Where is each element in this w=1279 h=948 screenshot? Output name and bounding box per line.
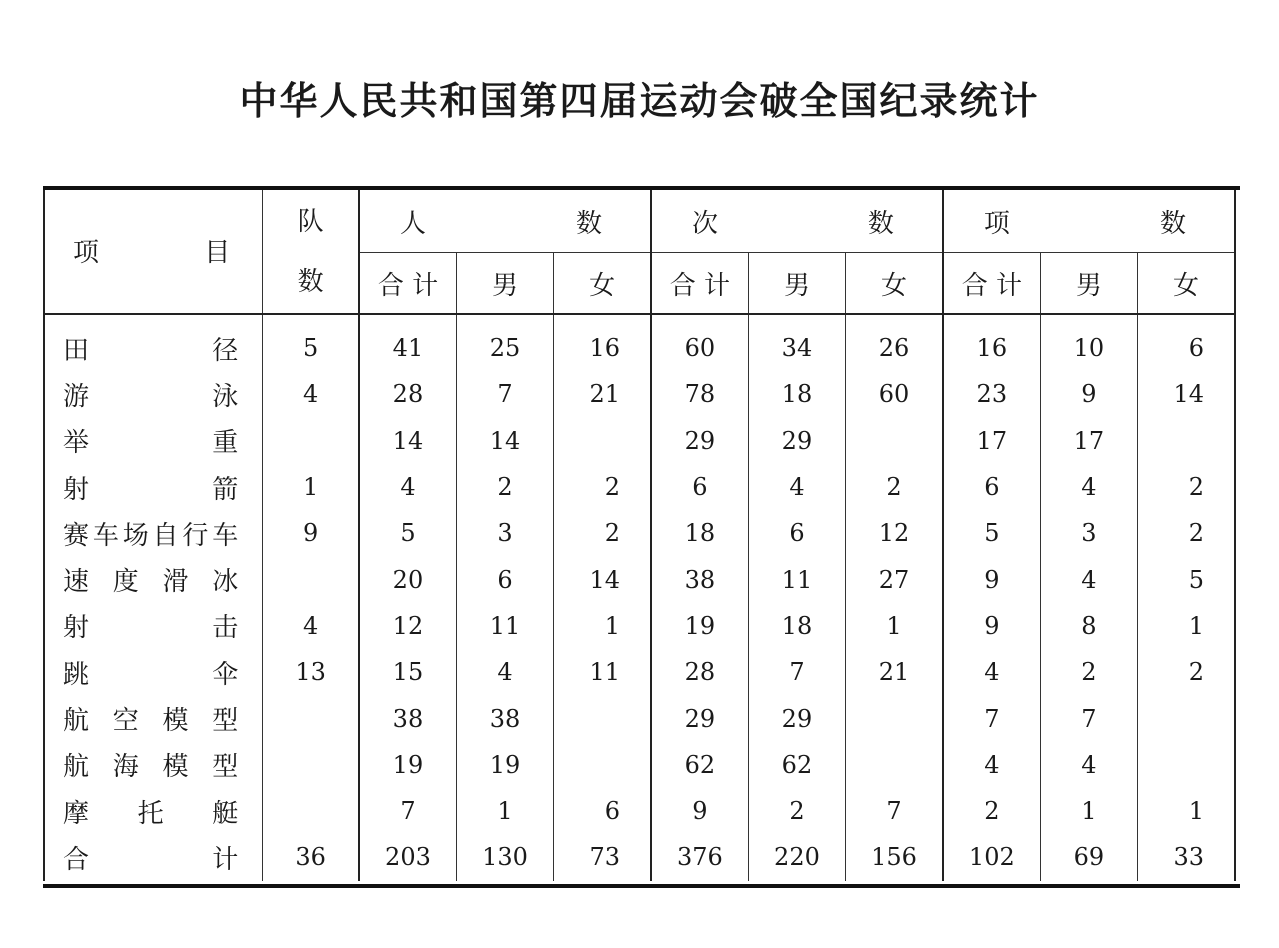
sport-name-cell: 航空模型 bbox=[63, 706, 239, 737]
header-group-people-a: 人 bbox=[400, 208, 427, 239]
people-total-cell: 38 bbox=[359, 695, 456, 741]
events-female-cell: 2 bbox=[1138, 510, 1235, 556]
people-female-cell: 11 bbox=[554, 649, 651, 695]
people-female-cell bbox=[554, 418, 651, 464]
team-count-cell: 4 bbox=[263, 371, 359, 417]
events-male-cell: 10 bbox=[1040, 314, 1137, 371]
events-female-cell: 2 bbox=[1138, 464, 1235, 510]
events-male-cell: 9 bbox=[1040, 371, 1137, 417]
subheader-people-female: 女 bbox=[554, 253, 651, 315]
header-group-times-b: 数 bbox=[867, 208, 894, 239]
times-female-cell: 21 bbox=[846, 649, 943, 695]
times-male-cell: 220 bbox=[748, 834, 845, 880]
table-row bbox=[44, 834, 1235, 880]
records-table bbox=[43, 190, 1236, 881]
times-male-cell: 29 bbox=[748, 418, 845, 464]
events-male-cell: 7 bbox=[1040, 695, 1137, 741]
times-total-cell: 29 bbox=[651, 418, 748, 464]
times-female-cell: 26 bbox=[846, 314, 943, 371]
times-total-cell: 29 bbox=[651, 695, 748, 741]
people-female-cell: 16 bbox=[554, 314, 651, 371]
table-row bbox=[44, 418, 1235, 464]
team-count-cell: 13 bbox=[263, 649, 359, 695]
people-total-cell: 7 bbox=[359, 788, 456, 834]
sport-name-cell: 合计 bbox=[63, 844, 239, 875]
people-female-cell: 2 bbox=[554, 510, 651, 556]
times-male-cell: 7 bbox=[748, 649, 845, 695]
times-male-cell: 29 bbox=[748, 695, 845, 741]
people-male-cell: 11 bbox=[456, 603, 553, 649]
people-female-cell: 2 bbox=[554, 464, 651, 510]
people-total-cell: 41 bbox=[359, 314, 456, 371]
people-male-cell: 25 bbox=[456, 314, 553, 371]
header-group-times bbox=[651, 190, 943, 253]
people-female-cell: 14 bbox=[554, 556, 651, 602]
table-row bbox=[44, 371, 1235, 417]
events-male-cell: 3 bbox=[1040, 510, 1137, 556]
events-female-cell bbox=[1138, 742, 1235, 788]
subheader-events-female: 女 bbox=[1138, 253, 1235, 315]
events-female-cell: 1 bbox=[1138, 603, 1235, 649]
times-male-cell: 6 bbox=[748, 510, 845, 556]
subheader-times-male: 男 bbox=[748, 253, 845, 315]
table-row bbox=[44, 649, 1235, 695]
team-count-cell bbox=[263, 556, 359, 602]
team-count-cell: 4 bbox=[263, 603, 359, 649]
times-male-cell: 34 bbox=[748, 314, 845, 371]
times-total-cell: 19 bbox=[651, 603, 748, 649]
events-female-cell: 5 bbox=[1138, 556, 1235, 602]
times-female-cell: 7 bbox=[846, 788, 943, 834]
people-total-cell: 19 bbox=[359, 742, 456, 788]
times-female-cell: 2 bbox=[846, 464, 943, 510]
events-total-cell: 102 bbox=[943, 834, 1040, 880]
events-female-cell bbox=[1138, 418, 1235, 464]
events-total-cell: 5 bbox=[943, 510, 1040, 556]
people-male-cell: 130 bbox=[456, 834, 553, 880]
table-row bbox=[44, 603, 1235, 649]
sport-name-cell: 举重 bbox=[63, 428, 239, 459]
table-row bbox=[44, 510, 1235, 556]
subheader-times-female: 女 bbox=[846, 253, 943, 315]
events-total-cell: 9 bbox=[943, 603, 1040, 649]
people-female-cell bbox=[554, 742, 651, 788]
sport-name-cell: 赛车场自行车 bbox=[63, 520, 239, 551]
events-female-cell: 14 bbox=[1138, 371, 1235, 417]
sport-name-cell: 速度滑冰 bbox=[63, 567, 239, 598]
events-male-cell: 4 bbox=[1040, 556, 1137, 602]
events-male-cell: 69 bbox=[1040, 834, 1137, 880]
events-total-cell: 17 bbox=[943, 418, 1040, 464]
events-male-cell: 4 bbox=[1040, 742, 1137, 788]
times-female-cell bbox=[846, 418, 943, 464]
events-male-cell: 8 bbox=[1040, 603, 1137, 649]
table-row bbox=[44, 742, 1235, 788]
times-female-cell: 60 bbox=[846, 371, 943, 417]
events-male-cell: 2 bbox=[1040, 649, 1137, 695]
records-table-frame bbox=[43, 186, 1240, 888]
subheader-events-male: 男 bbox=[1040, 253, 1137, 315]
events-total-cell: 9 bbox=[943, 556, 1040, 602]
events-total-cell: 4 bbox=[943, 742, 1040, 788]
times-total-cell: 78 bbox=[651, 371, 748, 417]
sport-name-cell: 射箭 bbox=[63, 474, 239, 505]
team-count-cell: 1 bbox=[263, 464, 359, 510]
times-male-cell: 18 bbox=[748, 371, 845, 417]
subheader-times-total: 合 计 bbox=[651, 253, 748, 315]
people-male-cell: 2 bbox=[456, 464, 553, 510]
page-title: 中华人民共和国第四届运动会破全国纪录统计 bbox=[239, 79, 1040, 123]
people-female-cell: 21 bbox=[554, 371, 651, 417]
people-total-cell: 203 bbox=[359, 834, 456, 880]
header-group-people-b: 数 bbox=[575, 208, 602, 239]
times-total-cell: 62 bbox=[651, 742, 748, 788]
events-male-cell: 4 bbox=[1040, 464, 1137, 510]
table-row bbox=[44, 556, 1235, 602]
header-item bbox=[44, 190, 263, 314]
people-female-cell: 6 bbox=[554, 788, 651, 834]
times-total-cell: 376 bbox=[651, 834, 748, 880]
team-count-cell: 5 bbox=[263, 314, 359, 371]
people-male-cell: 3 bbox=[456, 510, 553, 556]
header-group-people bbox=[359, 190, 651, 253]
events-female-cell bbox=[1138, 695, 1235, 741]
header-group-times-a: 次 bbox=[691, 208, 718, 239]
times-male-cell: 62 bbox=[748, 742, 845, 788]
events-total-cell: 6 bbox=[943, 464, 1040, 510]
team-count-cell: 36 bbox=[263, 834, 359, 880]
table-body bbox=[44, 314, 1235, 881]
events-male-cell: 1 bbox=[1040, 788, 1137, 834]
header-team-count bbox=[263, 190, 359, 314]
team-count-cell bbox=[263, 742, 359, 788]
events-male-cell: 17 bbox=[1040, 418, 1137, 464]
subheader-events-total: 合 计 bbox=[943, 253, 1040, 315]
sport-name-cell: 跳伞 bbox=[63, 659, 239, 690]
table-row bbox=[44, 695, 1235, 741]
people-male-cell: 38 bbox=[456, 695, 553, 741]
people-male-cell: 14 bbox=[456, 418, 553, 464]
people-total-cell: 14 bbox=[359, 418, 456, 464]
table-row bbox=[44, 788, 1235, 834]
times-female-cell: 27 bbox=[846, 556, 943, 602]
times-male-cell: 2 bbox=[748, 788, 845, 834]
times-total-cell: 60 bbox=[651, 314, 748, 371]
header-item-left: 项 bbox=[73, 238, 100, 268]
times-female-cell: 156 bbox=[846, 834, 943, 880]
people-female-cell bbox=[554, 695, 651, 741]
header-team-top: 队 bbox=[297, 206, 324, 237]
sport-name-cell: 射击 bbox=[63, 613, 239, 644]
sport-name-cell: 摩托艇 bbox=[63, 798, 239, 829]
times-total-cell: 6 bbox=[651, 464, 748, 510]
times-total-cell: 9 bbox=[651, 788, 748, 834]
team-count-cell bbox=[263, 418, 359, 464]
events-total-cell: 2 bbox=[943, 788, 1040, 834]
team-count-cell bbox=[263, 695, 359, 741]
people-total-cell: 12 bbox=[359, 603, 456, 649]
times-female-cell: 12 bbox=[846, 510, 943, 556]
people-total-cell: 15 bbox=[359, 649, 456, 695]
people-total-cell: 4 bbox=[359, 464, 456, 510]
times-total-cell: 38 bbox=[651, 556, 748, 602]
header-team-bottom: 数 bbox=[297, 266, 324, 297]
events-female-cell: 6 bbox=[1138, 314, 1235, 371]
people-male-cell: 6 bbox=[456, 556, 553, 602]
people-male-cell: 1 bbox=[456, 788, 553, 834]
times-female-cell bbox=[846, 695, 943, 741]
times-male-cell: 18 bbox=[748, 603, 845, 649]
team-count-cell bbox=[263, 788, 359, 834]
events-total-cell: 4 bbox=[943, 649, 1040, 695]
header-group-events-b: 数 bbox=[1159, 208, 1186, 239]
times-total-cell: 28 bbox=[651, 649, 748, 695]
times-female-cell bbox=[846, 742, 943, 788]
events-total-cell: 16 bbox=[943, 314, 1040, 371]
people-total-cell: 5 bbox=[359, 510, 456, 556]
sport-name-cell: 游泳 bbox=[63, 381, 239, 412]
times-female-cell: 1 bbox=[846, 603, 943, 649]
header-group-events-a: 项 bbox=[983, 208, 1010, 239]
times-male-cell: 4 bbox=[748, 464, 845, 510]
people-male-cell: 7 bbox=[456, 371, 553, 417]
events-female-cell: 2 bbox=[1138, 649, 1235, 695]
times-total-cell: 18 bbox=[651, 510, 748, 556]
people-female-cell: 73 bbox=[554, 834, 651, 880]
subheader-people-total: 合 计 bbox=[359, 253, 456, 315]
events-female-cell: 33 bbox=[1138, 834, 1235, 880]
team-count-cell: 9 bbox=[263, 510, 359, 556]
sport-name-cell: 航海模型 bbox=[63, 752, 239, 783]
header-group-events bbox=[943, 190, 1235, 253]
sport-name-cell: 田径 bbox=[63, 335, 239, 366]
people-male-cell: 4 bbox=[456, 649, 553, 695]
table-row bbox=[44, 464, 1235, 510]
header-item-right: 目 bbox=[204, 238, 231, 268]
people-total-cell: 20 bbox=[359, 556, 456, 602]
people-total-cell: 28 bbox=[359, 371, 456, 417]
times-male-cell: 11 bbox=[748, 556, 845, 602]
events-total-cell: 23 bbox=[943, 371, 1040, 417]
subheader-people-male: 男 bbox=[456, 253, 553, 315]
table-row bbox=[44, 314, 1235, 371]
people-male-cell: 19 bbox=[456, 742, 553, 788]
events-female-cell: 1 bbox=[1138, 788, 1235, 834]
events-total-cell: 7 bbox=[943, 695, 1040, 741]
people-female-cell: 1 bbox=[554, 603, 651, 649]
